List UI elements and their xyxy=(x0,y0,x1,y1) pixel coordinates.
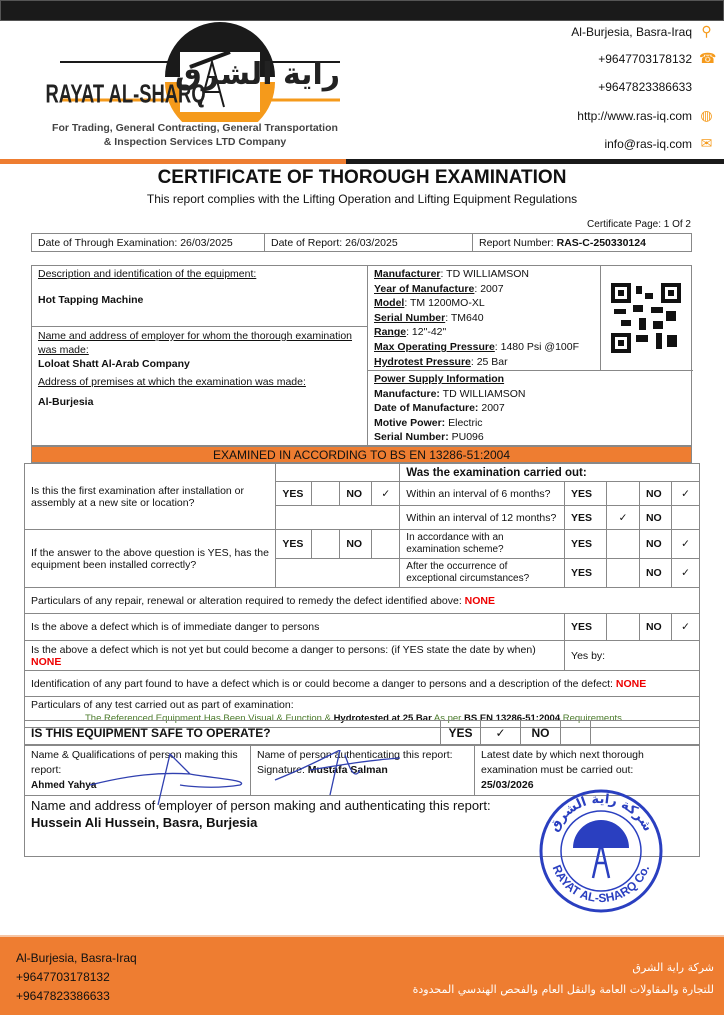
power-date: Date of Manufacture: 2007 xyxy=(374,402,505,415)
equipment-specs xyxy=(368,266,601,370)
test-particulars-value: The Referenced Equipment Has Been Visual & Function & Hydrotested at 25 Bar As per BS EN 13286-51:2004 Requirements. xyxy=(85,713,625,724)
power-supply-label: Power Supply Information xyxy=(374,373,505,385)
tagline-line-2: & Inspection Services LTD Company xyxy=(103,136,287,148)
r2-no: NO xyxy=(639,506,671,530)
r4-no: NO xyxy=(639,559,671,588)
interval-6-months: Within an interval of 6 months? xyxy=(400,482,565,506)
safe-question: IS THIS EQUIPMENT SAFE TO OPERATE? xyxy=(25,721,441,745)
premises-label: Address of premises at which the examination was made: xyxy=(38,376,306,388)
future-danger-question: Is the above a defect which is not yet but could become a danger to persons: (if YES state the date by when) NONE xyxy=(25,641,565,671)
r3-no-check[interactable]: ✓ xyxy=(671,530,699,559)
page-subtitle: This report complies with the Lifting Operation and Lifting Equipment Regulations xyxy=(146,192,578,206)
contact-text: +9647823386633 xyxy=(598,80,692,94)
r4-yes: YES xyxy=(565,559,607,588)
test-particulars-label: Particulars of any test carried out as part of examination: xyxy=(31,699,294,711)
phone-icon: ☎ xyxy=(699,50,717,66)
divider-orange xyxy=(0,159,346,164)
question-first-exam: Is this the first examination after installation or assembly at a new site or location? xyxy=(25,464,276,530)
power-supply-info xyxy=(368,371,693,446)
employer-inspector-value: Hussein Ali Hussein, Basra, Burjesia xyxy=(31,815,258,830)
dates-table xyxy=(31,233,692,252)
contact-website[interactable] xyxy=(577,107,713,123)
power-motive: Motive Power: Electric xyxy=(374,416,483,429)
contact-text: +9647703178132 xyxy=(598,52,692,66)
contact-email[interactable] xyxy=(604,135,713,151)
safe-to-operate-table xyxy=(24,720,700,745)
safe-yes-check[interactable]: ✓ xyxy=(481,721,521,745)
report-number xyxy=(473,234,692,252)
r2-yes-check[interactable]: ✓ xyxy=(607,506,640,530)
r2-no-box[interactable] xyxy=(671,506,699,530)
q1-no: NO xyxy=(340,482,372,506)
r3-yes-box[interactable] xyxy=(607,530,640,559)
contact-text: Al-Burjesia, Basra-Iraq xyxy=(571,25,692,39)
spec-year: Year of Manufacture: 2007 xyxy=(374,282,504,295)
interval-12-months: Within an interval of 12 months? xyxy=(400,506,565,530)
logo-text-ar: راية الشرق xyxy=(174,57,340,92)
r4-yes-box[interactable] xyxy=(607,559,640,588)
q2-yes: YES xyxy=(276,530,312,559)
svg-text:شركة راية الشرق: شركة راية الشرق xyxy=(546,791,656,835)
top-bar xyxy=(0,0,724,21)
spec-max-pressure: Max Operating Pressure: 1480 Psi @100F xyxy=(374,340,580,353)
employer-label: Name and address of employer for whom the thorough examination was made: xyxy=(38,330,353,356)
signature-label: Signature: xyxy=(257,764,308,776)
question-installed-correctly: If the answer to the above question is YES, has the equipment been installed correctly? xyxy=(25,530,276,588)
q1-yes: YES xyxy=(276,482,312,506)
footer xyxy=(0,935,724,1015)
q1-yes-box[interactable] xyxy=(312,482,340,506)
defect-identification: Identification of any part found to have a defect which is or could become a danger to persons and a description of the defect: NONE xyxy=(25,671,700,697)
r1-yes: YES xyxy=(565,482,607,506)
immediate-danger-question: Is the above a defect which is of immediate danger to persons xyxy=(25,614,565,641)
safe-yes: YES xyxy=(441,721,481,745)
premises-value: Al-Burjesia xyxy=(38,396,94,408)
page-title: CERTIFICATE OF THOROUGH EXAMINATION xyxy=(157,167,567,188)
safe-no-box[interactable] xyxy=(561,721,591,745)
spec-range: Range: 12"-42" xyxy=(374,326,447,339)
auth-name: Mustafa Salman xyxy=(307,764,388,776)
r1-yes-box[interactable] xyxy=(607,482,640,506)
maker-name: Ahmed Yahya xyxy=(31,780,97,791)
footer-phone-2: +9647823386633 xyxy=(16,989,110,1003)
examination-table xyxy=(24,463,700,728)
logo-text-en: RAYAT AL-SHARQ xyxy=(45,79,206,109)
divider-black xyxy=(346,159,724,164)
report-number-value: RAS-C-250330124 xyxy=(556,236,646,249)
next-exam-date: 25/03/2026 xyxy=(481,779,534,791)
footer-tagline-ar: للتجارة والمقاولات العامة والنقل العام والفحص الهندسي المحدودة xyxy=(412,983,714,996)
report-date: Date of Report: 26/03/2025 xyxy=(265,234,473,252)
footer-company-ar: شركة راية الشرق xyxy=(632,961,714,974)
maker-label: Name & Qualifications of person making this report: xyxy=(31,749,238,776)
q2-yes-box[interactable] xyxy=(312,530,340,559)
location-pin-icon: ⚲ xyxy=(701,23,712,39)
contact-phone-1[interactable] xyxy=(598,50,717,66)
equipment-desc: Hot Tapping Machine xyxy=(38,294,144,306)
equipment-desc-label: Description and identification of the equipment: xyxy=(38,268,257,280)
danger-no: NO xyxy=(639,614,671,641)
safe-no: NO xyxy=(521,721,561,745)
q2-no-box[interactable] xyxy=(372,530,400,559)
contact-text: info@ras-iq.com xyxy=(604,137,692,151)
contact-text: http://www.ras-iq.com xyxy=(577,109,692,123)
examination-scheme: In accordance with an examination scheme? xyxy=(400,530,565,559)
danger-yes-box[interactable] xyxy=(607,614,640,641)
r3-yes: YES xyxy=(565,530,607,559)
signature-scribbles xyxy=(80,750,400,810)
footer-phone-1: +9647703178132 xyxy=(16,970,110,984)
r4-no-check[interactable]: ✓ xyxy=(671,559,699,588)
power-manufacture: Manufacture: TD WILLIAMSON xyxy=(374,387,526,400)
exam-date: Date of Through Examination: 26/03/2025 xyxy=(32,234,265,252)
power-serial: Serial Number: PU096 xyxy=(374,431,484,444)
company-logo xyxy=(40,22,360,122)
standard-banner: EXAMINED IN ACCORDING TO BS EN 13286-51:2004 xyxy=(31,446,692,463)
certificate-page-number: Certificate Page: 1 Of 2 xyxy=(587,219,691,230)
yes-by-field[interactable]: Yes by: xyxy=(565,641,700,671)
mail-icon: ✉ xyxy=(700,135,713,151)
next-exam-label: Latest date by which next thorough examination must be carried out: xyxy=(481,749,644,776)
spec-serial: Serial Number: TM640 xyxy=(374,311,484,324)
svg-text:RAYAT AL-SHARQ Co.: RAYAT AL-SHARQ Co. xyxy=(549,862,653,906)
carried-out-header: Was the examination carried out: xyxy=(400,464,700,482)
employer-name: Loloat Shatt Al-Arab Company xyxy=(38,358,190,370)
contact-phone-2[interactable] xyxy=(598,80,692,94)
danger-yes: YES xyxy=(565,614,607,641)
spec-model: Model: TM 1200MO-XL xyxy=(374,297,485,310)
qr-code-icon[interactable] xyxy=(611,283,681,353)
repair-particulars: Particulars of any repair, renewal or alteration required to remedy the defect identified above: NONE xyxy=(25,588,700,614)
globe-icon: ◍ xyxy=(700,107,713,123)
r1-no: NO xyxy=(639,482,671,506)
spec-manufacturer: Manufacturer: TD WILLIAMSON xyxy=(374,268,530,280)
r2-yes: YES xyxy=(565,506,607,530)
report-number-label: Report Number: xyxy=(479,236,557,249)
employer-inspector-label: Name and address of employer of person making and authenticating this report: xyxy=(31,798,491,813)
r1-no-check[interactable]: ✓ xyxy=(671,482,699,506)
q1-no-check[interactable]: ✓ xyxy=(372,482,400,506)
danger-no-check[interactable]: ✓ xyxy=(671,614,699,641)
r3-no: NO xyxy=(639,530,671,559)
company-stamp xyxy=(538,788,664,914)
auth-label: Name of person authenticating this report: xyxy=(257,749,453,761)
footer-address: Al-Burjesia, Basra-Iraq xyxy=(16,951,137,965)
spec-hydrotest: Hydrotest Pressure: 25 Bar xyxy=(374,355,508,368)
q2-no: NO xyxy=(340,530,372,559)
tagline-line-1: For Trading, General Contracting, General Transportation xyxy=(52,122,338,134)
equipment-section xyxy=(31,265,692,446)
exceptional-circumstances: After the occurrence of exceptional circumstances? xyxy=(400,559,565,588)
contact-address xyxy=(571,23,712,39)
